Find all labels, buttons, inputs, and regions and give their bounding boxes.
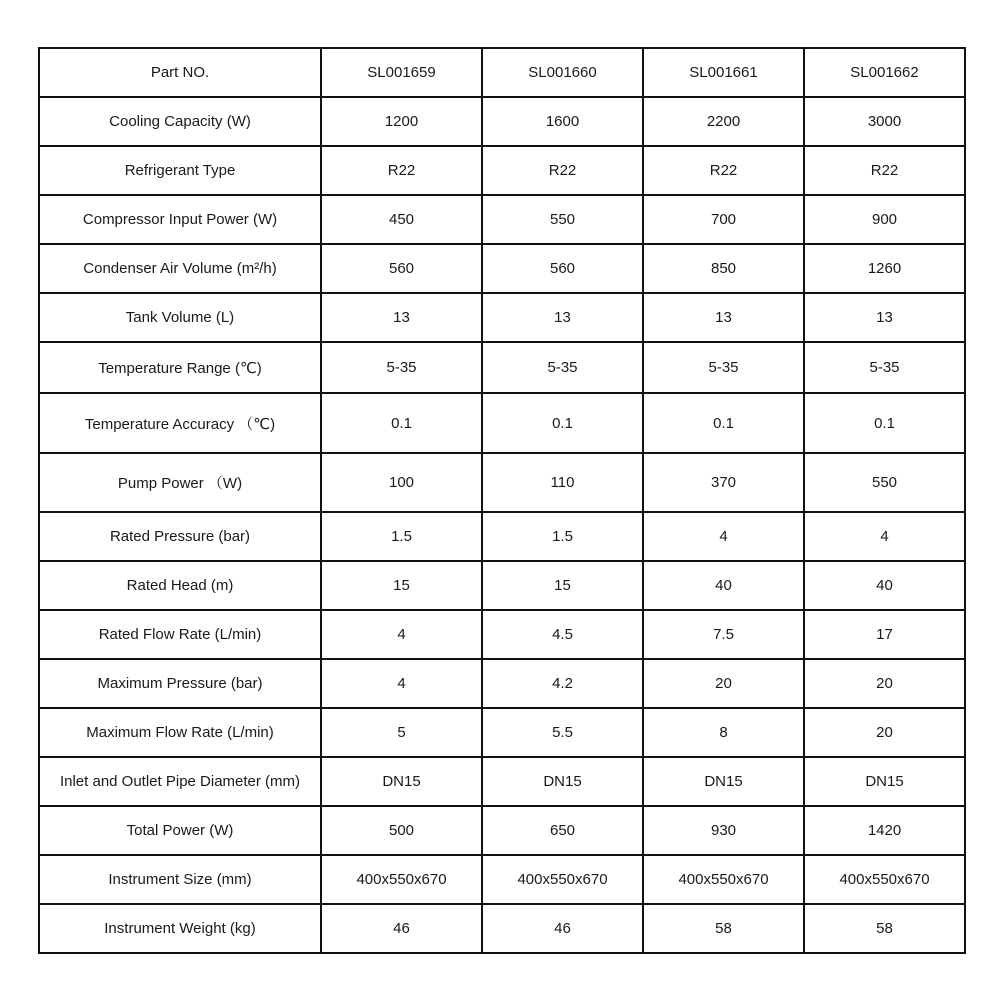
table-row: [39, 97, 965, 146]
value-cell: 0.1: [804, 393, 965, 452]
value-cell: 46: [482, 904, 643, 953]
row-label-cell: Rated Head (m): [39, 561, 321, 610]
header-row: [39, 48, 965, 97]
value-cell: 4.2: [482, 659, 643, 708]
model-cell: SL001660: [482, 48, 643, 97]
value-cell: 20: [643, 659, 804, 708]
value-cell: 400x550x670: [321, 855, 482, 904]
value-cell: DN15: [804, 757, 965, 806]
table-row: [39, 512, 965, 561]
value-cell: 5-35: [321, 342, 482, 394]
value-cell: 13: [643, 293, 804, 342]
table-row: [39, 393, 965, 452]
value-cell: 58: [643, 904, 804, 953]
value-cell: R22: [482, 146, 643, 195]
value-cell: 8: [643, 708, 804, 757]
value-cell: 400x550x670: [482, 855, 643, 904]
value-cell: 5: [321, 708, 482, 757]
value-cell: 4: [804, 512, 965, 561]
row-label-cell: Refrigerant Type: [39, 146, 321, 195]
value-cell: 5.5: [482, 708, 643, 757]
value-cell: 850: [643, 244, 804, 293]
value-cell: 20: [804, 659, 965, 708]
value-cell: 20: [804, 708, 965, 757]
value-cell: 0.1: [321, 393, 482, 452]
table-row: [39, 146, 965, 195]
value-cell: 4.5: [482, 610, 643, 659]
row-label-cell: Rated Pressure (bar): [39, 512, 321, 561]
value-cell: 110: [482, 453, 643, 512]
value-cell: 550: [482, 195, 643, 244]
value-cell: 13: [321, 293, 482, 342]
value-cell: DN15: [643, 757, 804, 806]
value-cell: 1420: [804, 806, 965, 855]
value-cell: 650: [482, 806, 643, 855]
value-cell: 58: [804, 904, 965, 953]
value-cell: 13: [804, 293, 965, 342]
value-cell: 370: [643, 453, 804, 512]
row-label-cell: Instrument Size (mm): [39, 855, 321, 904]
value-cell: 1200: [321, 97, 482, 146]
table-row: [39, 244, 965, 293]
value-cell: R22: [321, 146, 482, 195]
value-cell: 4: [643, 512, 804, 561]
table-row: [39, 855, 965, 904]
model-cell: SL001662: [804, 48, 965, 97]
value-cell: 3000: [804, 97, 965, 146]
value-cell: 7.5: [643, 610, 804, 659]
row-label-cell: Tank Volume (L): [39, 293, 321, 342]
row-label-cell: Temperature Accuracy （℃): [39, 393, 321, 452]
value-cell: 400x550x670: [643, 855, 804, 904]
value-cell: 560: [321, 244, 482, 293]
value-cell: 500: [321, 806, 482, 855]
model-cell: SL001661: [643, 48, 804, 97]
table-row: [39, 610, 965, 659]
value-cell: 5-35: [643, 342, 804, 394]
row-label-cell: Cooling Capacity (W): [39, 97, 321, 146]
value-cell: 0.1: [482, 393, 643, 452]
value-cell: 15: [321, 561, 482, 610]
value-cell: 1.5: [482, 512, 643, 561]
table-row: [39, 561, 965, 610]
row-label-cell: Instrument Weight (kg): [39, 904, 321, 953]
row-label-cell: Condenser Air Volume (m²/h): [39, 244, 321, 293]
table-row: [39, 659, 965, 708]
value-cell: DN15: [321, 757, 482, 806]
row-label-cell: Maximum Pressure (bar): [39, 659, 321, 708]
table-row: [39, 195, 965, 244]
table-row: [39, 293, 965, 342]
value-cell: 550: [804, 453, 965, 512]
table-row: [39, 453, 965, 512]
value-cell: 13: [482, 293, 643, 342]
value-cell: 560: [482, 244, 643, 293]
header-label-cell: Part NO.: [39, 48, 321, 97]
value-cell: 15: [482, 561, 643, 610]
value-cell: R22: [643, 146, 804, 195]
value-cell: 1.5: [321, 512, 482, 561]
value-cell: 40: [804, 561, 965, 610]
row-label-cell: Inlet and Outlet Pipe Diameter (mm): [39, 757, 321, 806]
value-cell: 4: [321, 659, 482, 708]
spec-table-body: [39, 48, 965, 953]
value-cell: 40: [643, 561, 804, 610]
value-cell: 100: [321, 453, 482, 512]
model-cell: SL001659: [321, 48, 482, 97]
value-cell: 4: [321, 610, 482, 659]
value-cell: 400x550x670: [804, 855, 965, 904]
value-cell: 450: [321, 195, 482, 244]
row-label-cell: Compressor Input Power (W): [39, 195, 321, 244]
table-row: [39, 806, 965, 855]
table-row: [39, 342, 965, 394]
table-row: [39, 904, 965, 953]
table-row: [39, 757, 965, 806]
table-row: [39, 708, 965, 757]
value-cell: R22: [804, 146, 965, 195]
row-label-cell: Rated Flow Rate (L/min): [39, 610, 321, 659]
value-cell: 930: [643, 806, 804, 855]
row-label-cell: Total Power (W): [39, 806, 321, 855]
row-label-cell: Temperature Range (℃): [39, 342, 321, 394]
value-cell: DN15: [482, 757, 643, 806]
value-cell: 0.1: [643, 393, 804, 452]
spec-table: [38, 47, 966, 954]
value-cell: 5-35: [804, 342, 965, 394]
value-cell: 5-35: [482, 342, 643, 394]
value-cell: 1260: [804, 244, 965, 293]
value-cell: 700: [643, 195, 804, 244]
value-cell: 17: [804, 610, 965, 659]
value-cell: 1600: [482, 97, 643, 146]
row-label-cell: Maximum Flow Rate (L/min): [39, 708, 321, 757]
row-label-cell: Pump Power （W): [39, 453, 321, 512]
value-cell: 2200: [643, 97, 804, 146]
value-cell: 900: [804, 195, 965, 244]
value-cell: 46: [321, 904, 482, 953]
